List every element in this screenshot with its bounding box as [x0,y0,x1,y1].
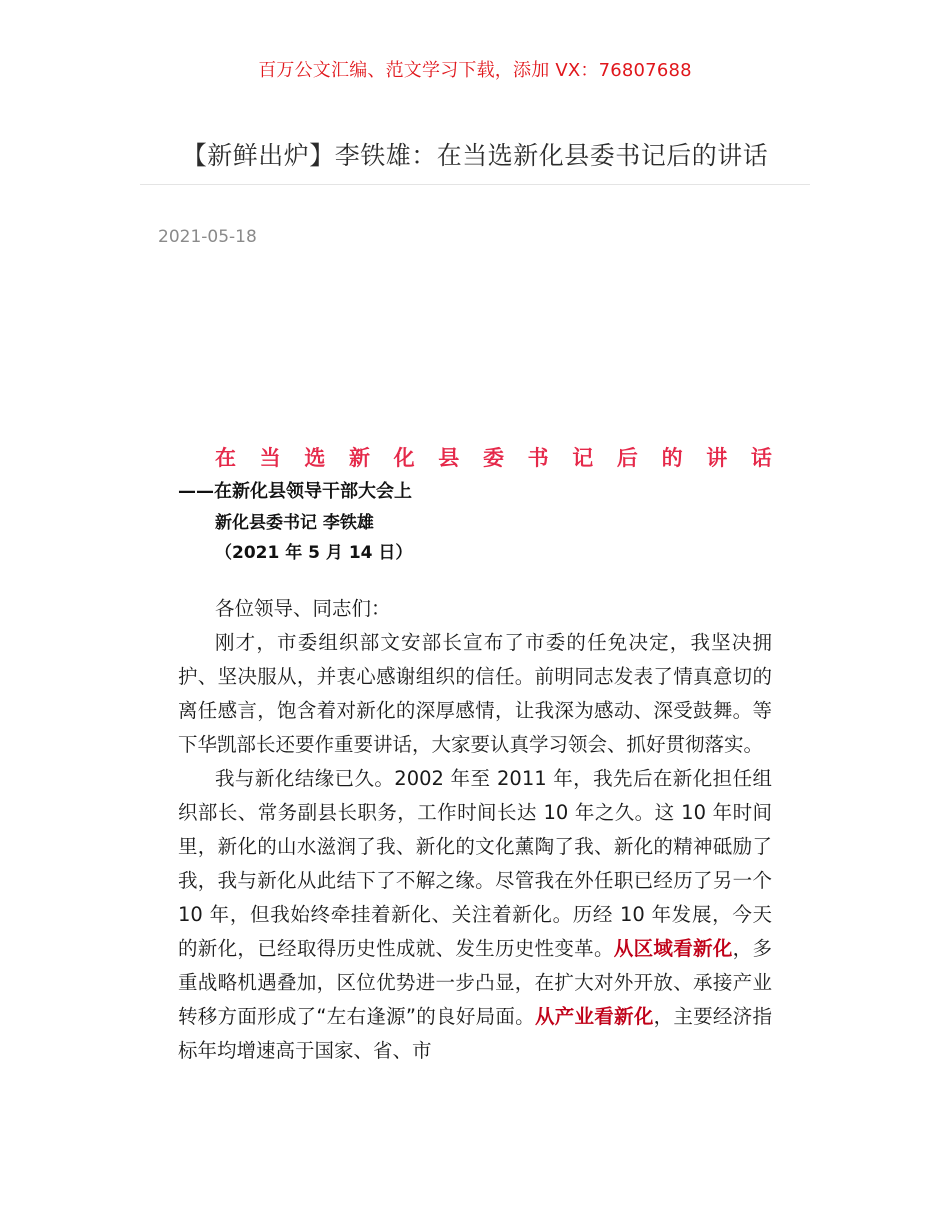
speech-title-char: 记 [572,446,594,470]
body-paragraph-2 [178,762,772,1068]
promo-banner: 百万公文汇编、范文学习下载，添加 VX：76807688 [258,60,692,81]
speech-subtitle: ——在新化县领导干部大会上 [178,481,412,502]
paragraph-text: 我与新化结缘已久。2002 年至 2011 年，我先后在新化担任组织部长、常务副县长职务，工作时间长达 10 年之久。这 10 年时间里，新化的山水滋润了我、新化的文化薰陶了我、新化的精神砥励了我，我与新化从此结下了不解之缘。尽管我在外任职已经历了另一个 10 年，但我始终牵挂着新化、关注着新化。历经 10 年发展，今天的新化，已经取得历史性成就、发生历史性变革。 [178,767,772,960]
highlight-region: 从区域看新化 [613,937,733,960]
speech-title-char: 话 [750,446,772,470]
speech-title-char: 当 [259,446,281,470]
greeting-paragraph: 各位领导、同志们： [215,597,391,620]
speech-date: （2021 年 5 月 14 日） [215,543,413,563]
article-title: 【新鲜出炉】李铁雄：在当选新化县委书记后的讲话 [181,141,769,170]
speech-title-char: 县 [438,446,460,470]
speech-title-char: 化 [393,446,415,470]
speech-title-char: 讲 [706,446,728,470]
article-body [178,440,772,1068]
speech-title-char: 在 [215,446,236,470]
highlight-industry: 从产业看新化 [534,1005,654,1028]
body-paragraph-1: 刚才，市委组织部文安部长宣布了市委的任免决定，我坚决拥护、坚决服从，并衷心感谢组织的信任。前明同志发表了情真意切的离任感言，饱含着对新化的深厚感情，让我深为感动、深受鼓舞。等下华凯部长还要作重要讲话，大家要认真学习领会、抓好贯彻落实。 [178,631,772,756]
speech-author: 新化县委书记 李铁雄 [215,513,374,533]
title-divider [140,184,810,185]
speech-title [215,440,772,476]
speech-title-char: 后 [616,446,638,470]
speech-title-char: 选 [304,446,326,470]
speech-title-char: 委 [482,446,504,470]
publish-date: 2021-05-18 [158,227,257,247]
speech-title-char: 新 [348,446,370,470]
spacer [178,568,772,592]
speech-title-char: 的 [661,446,683,470]
speech-title-char: 书 [527,446,549,470]
paragraph-text: ，多重战略机遇叠加，区位优势进一步凸显，在扩大对外开放、承接产业转移方面形成了“左右逢源”的良好局面。 [178,937,772,1028]
paragraph-text: ，主要经济指标年均增速高于国家、省、市 [178,1005,772,1062]
